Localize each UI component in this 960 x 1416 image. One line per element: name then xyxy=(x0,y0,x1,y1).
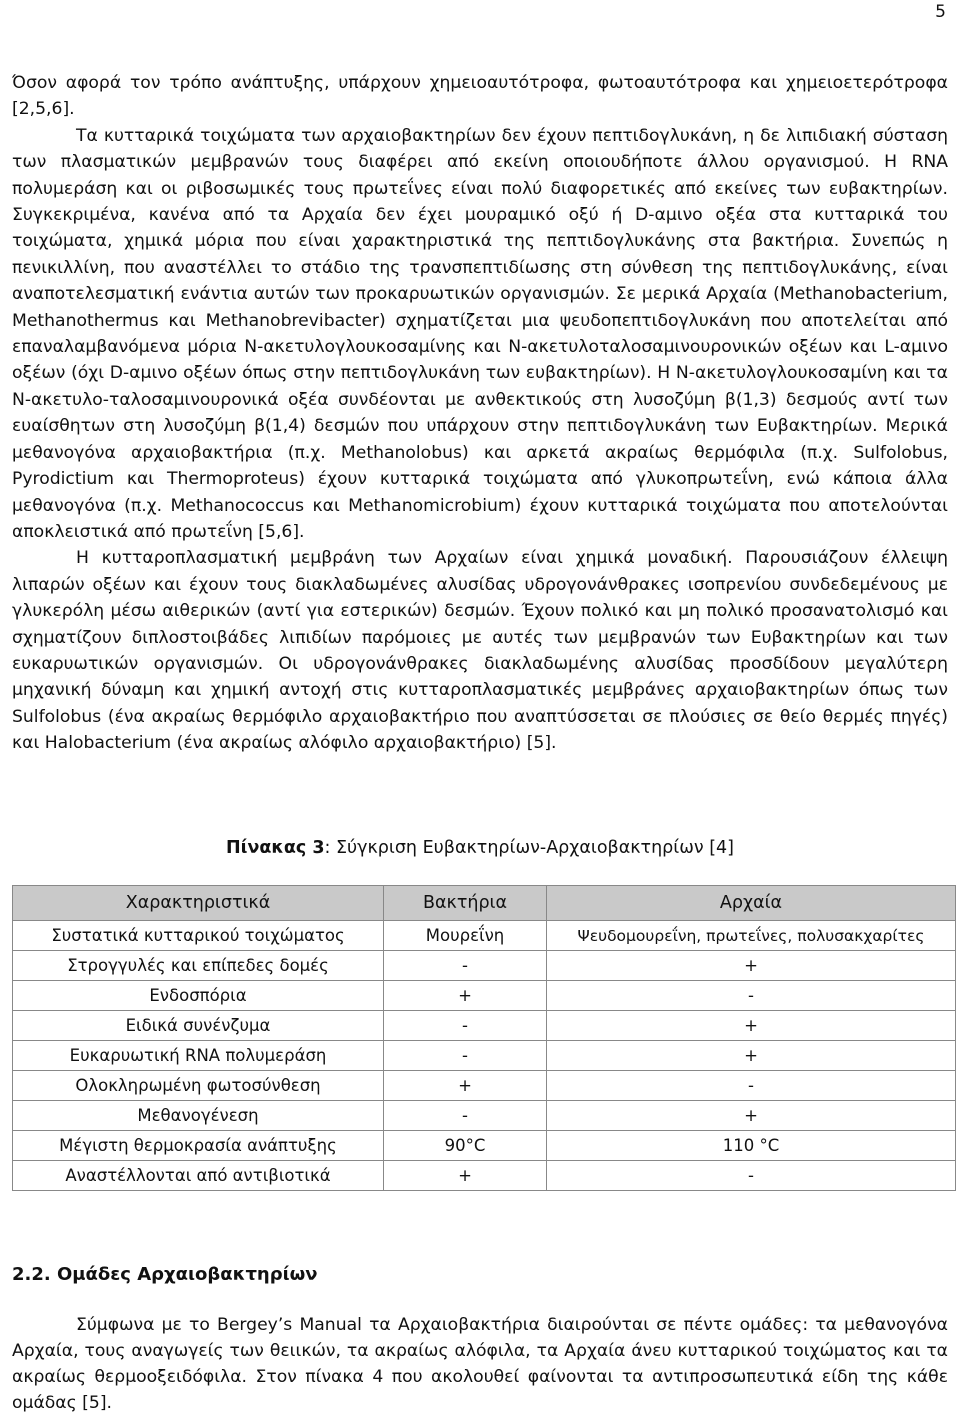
paragraph-groups: Σύμφωνα με το Bergey’s Manual τα Αρχαιοβακτήρια διαιρούνται σε πέντε ομάδες: τα μεθανογόνα Αρχαία, τους αναγωγείς των θειικών, τα ακραίως αλόφιλα, τα Αρχαία άνευ κυτταρικού τοιχώματος και τα ακραίως θερμοοξειδόφιλα. Στον πίνακα 4 που ακολουθεί φαίνονται τα αντιπροσωπευτικά είδη της κάθε ομάδας [5]. xyxy=(12,1315,948,1413)
cell-feature: Ειδικά συνένζυμα xyxy=(13,1011,384,1041)
section-body xyxy=(12,1312,948,1416)
cell-archaea: - xyxy=(547,1161,956,1191)
cell-archaea: + xyxy=(547,1101,956,1131)
table-row xyxy=(13,1011,956,1041)
table-row xyxy=(13,951,956,981)
cell-archaea: Ψευδομουρεΐνη, πρωτεΐνες, πολυσακχαρίτες xyxy=(547,921,956,951)
cell-bacteria: + xyxy=(384,1071,547,1101)
cell-bacteria: - xyxy=(384,1011,547,1041)
paragraph-membrane: Η κυτταροπλασματική μεμβράνη των Αρχαίων είναι χημικά μοναδική. Παρουσιάζουν έλλειψη λιπαρών οξέων και έχουν τους διακλαδωμένες αλυσίδας υδρογονάνθρακες ισοπρενίου συνδεδεμένους με γλυκερόλη μέσω αιθερικών (αντί για εστερικών) δεσμών. Έχουν πολικό και μη πολικό προσανατολισμό και σχηματίζουν διπλοστοιβάδες λιπιδίων παρόμοιες με αυτές των μεμβρανών των Ευβακτηρίων και των ευκαρυωτικών οργανισμών. Οι υδρογονάνθρακες διακλαδωμένης αλυσίδας προσδίδουν μεγαλύτερη μηχανική δύναμη και χημική αντοχή στις κυτταροπλασματικές μεμβράνες αρχαιοβακτηρίων όπως των Sulfolobus (ένα ακραίως θερμόφιλο αρχαιοβακτήριο που αναπτύσσεται σε πλούσιες σε θείο θερμές πηγές) και Halobacterium (ένα ακραίως αλόφιλο αρχαιοβακτήριο) [5]. xyxy=(12,548,948,754)
table-row xyxy=(13,1041,956,1071)
header-features: Χαρακτηριστικά xyxy=(13,886,384,921)
cell-feature: Μέγιστη θερμοκρασία ανάπτυξης xyxy=(13,1131,384,1161)
cell-archaea: + xyxy=(547,1041,956,1071)
body-text xyxy=(12,70,948,757)
table-row xyxy=(13,981,956,1011)
cell-archaea: + xyxy=(547,951,956,981)
cell-bacteria: - xyxy=(384,1101,547,1131)
cell-feature: Ενδοσπόρια xyxy=(13,981,384,1011)
cell-archaea: 110 °C xyxy=(547,1131,956,1161)
table-caption-label: Πίνακας 3 xyxy=(225,838,325,858)
cell-archaea: + xyxy=(547,1011,956,1041)
table-caption-text: : Σύγκριση Ευβακτηρίων-Αρχαιοβακτηρίων [4] xyxy=(324,838,734,858)
cell-bacteria: Μουρεΐνη xyxy=(384,921,547,951)
cell-feature: Ευκαρυωτική RNA πολυμεράση xyxy=(13,1041,384,1071)
header-archaea: Αρχαία xyxy=(547,886,956,921)
cell-archaea: - xyxy=(547,981,956,1011)
page-number: 5 xyxy=(935,2,946,22)
comparison-table xyxy=(12,885,956,1191)
section-heading: 2.2. Ομάδες Αρχαιοβακτηρίων xyxy=(12,1264,318,1285)
paragraph-cell-walls: Τα κυτταρικά τοιχώματα των αρχαιοβακτηρίων δεν έχουν πεπτιδογλυκάνη, η δε λιπιδιακή σύσταση των πλασματικών μεμβρανών τους διαφέρει από εκείνη οποιουδήποτε άλλου οργανισμού. Η RNA πολυμεράση και οι ριβοσωμικές τους πρωτεΐνες είναι πολύ διαφορετικές από εκείνες των ευβακτηρίων. Συγκεκριμένα, κανένα από τα Αρχαία δεν έχει μουραμικό οξύ ή D-αμινο οξέα στα κυτταρικά του τοιχώματα, χημικά μόρια που είναι χαρακτηριστικά της πεπτιδογλυκάνης στα βακτήρια. Συνεπώς η πενικιλλίνη, που αναστέλλει το στάδιο της τρανσπεπτιδίωσης στη σύνθεση της πεπτιδογλυκάνης, είναι αναποτελεσματική ενάντια αυτών των προκαρυωτικών οργανισμών. Σε μερικά Αρχαία (Methanobacterium, Methanothermus και Methanobrevibacter) σχηματίζεται μια ψευδοπεπτιδογλυκάνη που αποτελείται από επαναλαμβανόμενα μόρια Ν-ακετυλογλουκοσαμίνης και Ν-ακετυλοταλοσαμινουρονικών οξέων και L-αμινο οξέων (όχι D-αμινο οξέων όπως στην πεπτιδογλυκάνη των ευβακτηρίων). Η Ν-ακετυλογλουκοσαμίνη και τα Ν-ακετυλο-ταλοσαμινουρονικά οξέα συνδέονται με ανθεκτικούς στη λυσοζύμη β(1,3) δεσμούς αντί των ευαίσθητων στη λυσοζύμη β(1,4) δεσμών που υπάρχουν στην πεπτιδογλυκάνη των Ευβακτηρίων. Μερικά μεθανογόνα αρχαιοβακτήρια (π.χ. Methanolobus) και αρκετά ακραίως θερμόφιλα (π.χ. Sulfolobus, Pyrodictium και Thermoproteus) έχουν κυτταρικά τοιχώματα από γλυκοπρωτεΐνη, ενώ κάποια άλλα μεθανογόνα (π.χ. Methanococcus και Methanomicrobium) έχουν κυτταρικά τοιχώματα που αποτελούνται αποκλειστικά από πρωτεΐνη [5,6]. xyxy=(12,125,948,542)
cell-archaea: - xyxy=(547,1071,956,1101)
paragraph-growth-modes: Όσον αφορά τον τρόπο ανάπτυξης, υπάρχουν χημειοαυτότροφα, φωτοαυτότροφα και χημειοετερότροφα [2,5,6]. xyxy=(12,73,948,120)
cell-feature: Ολοκληρωμένη φωτοσύνθεση xyxy=(13,1071,384,1101)
cell-bacteria: - xyxy=(384,1041,547,1071)
header-bacteria: Βακτήρια xyxy=(384,886,547,921)
table-row xyxy=(13,1101,956,1131)
cell-bacteria: - xyxy=(384,951,547,981)
cell-feature: Συστατικά κυτταρικού τοιχώματος xyxy=(13,921,384,951)
table-row xyxy=(13,921,956,951)
table-row xyxy=(13,1071,956,1101)
cell-feature: Στρογγυλές και επίπεδες δομές xyxy=(13,951,384,981)
table-row xyxy=(13,1161,956,1191)
table-caption xyxy=(0,838,960,858)
cell-bacteria: + xyxy=(384,1161,547,1191)
cell-feature: Μεθανογένεση xyxy=(13,1101,384,1131)
cell-feature: Αναστέλλονται από αντιβιοτικά xyxy=(13,1161,384,1191)
cell-bacteria: 90°C xyxy=(384,1131,547,1161)
cell-bacteria: + xyxy=(384,981,547,1011)
table-header-row xyxy=(13,886,956,921)
table-row xyxy=(13,1131,956,1161)
